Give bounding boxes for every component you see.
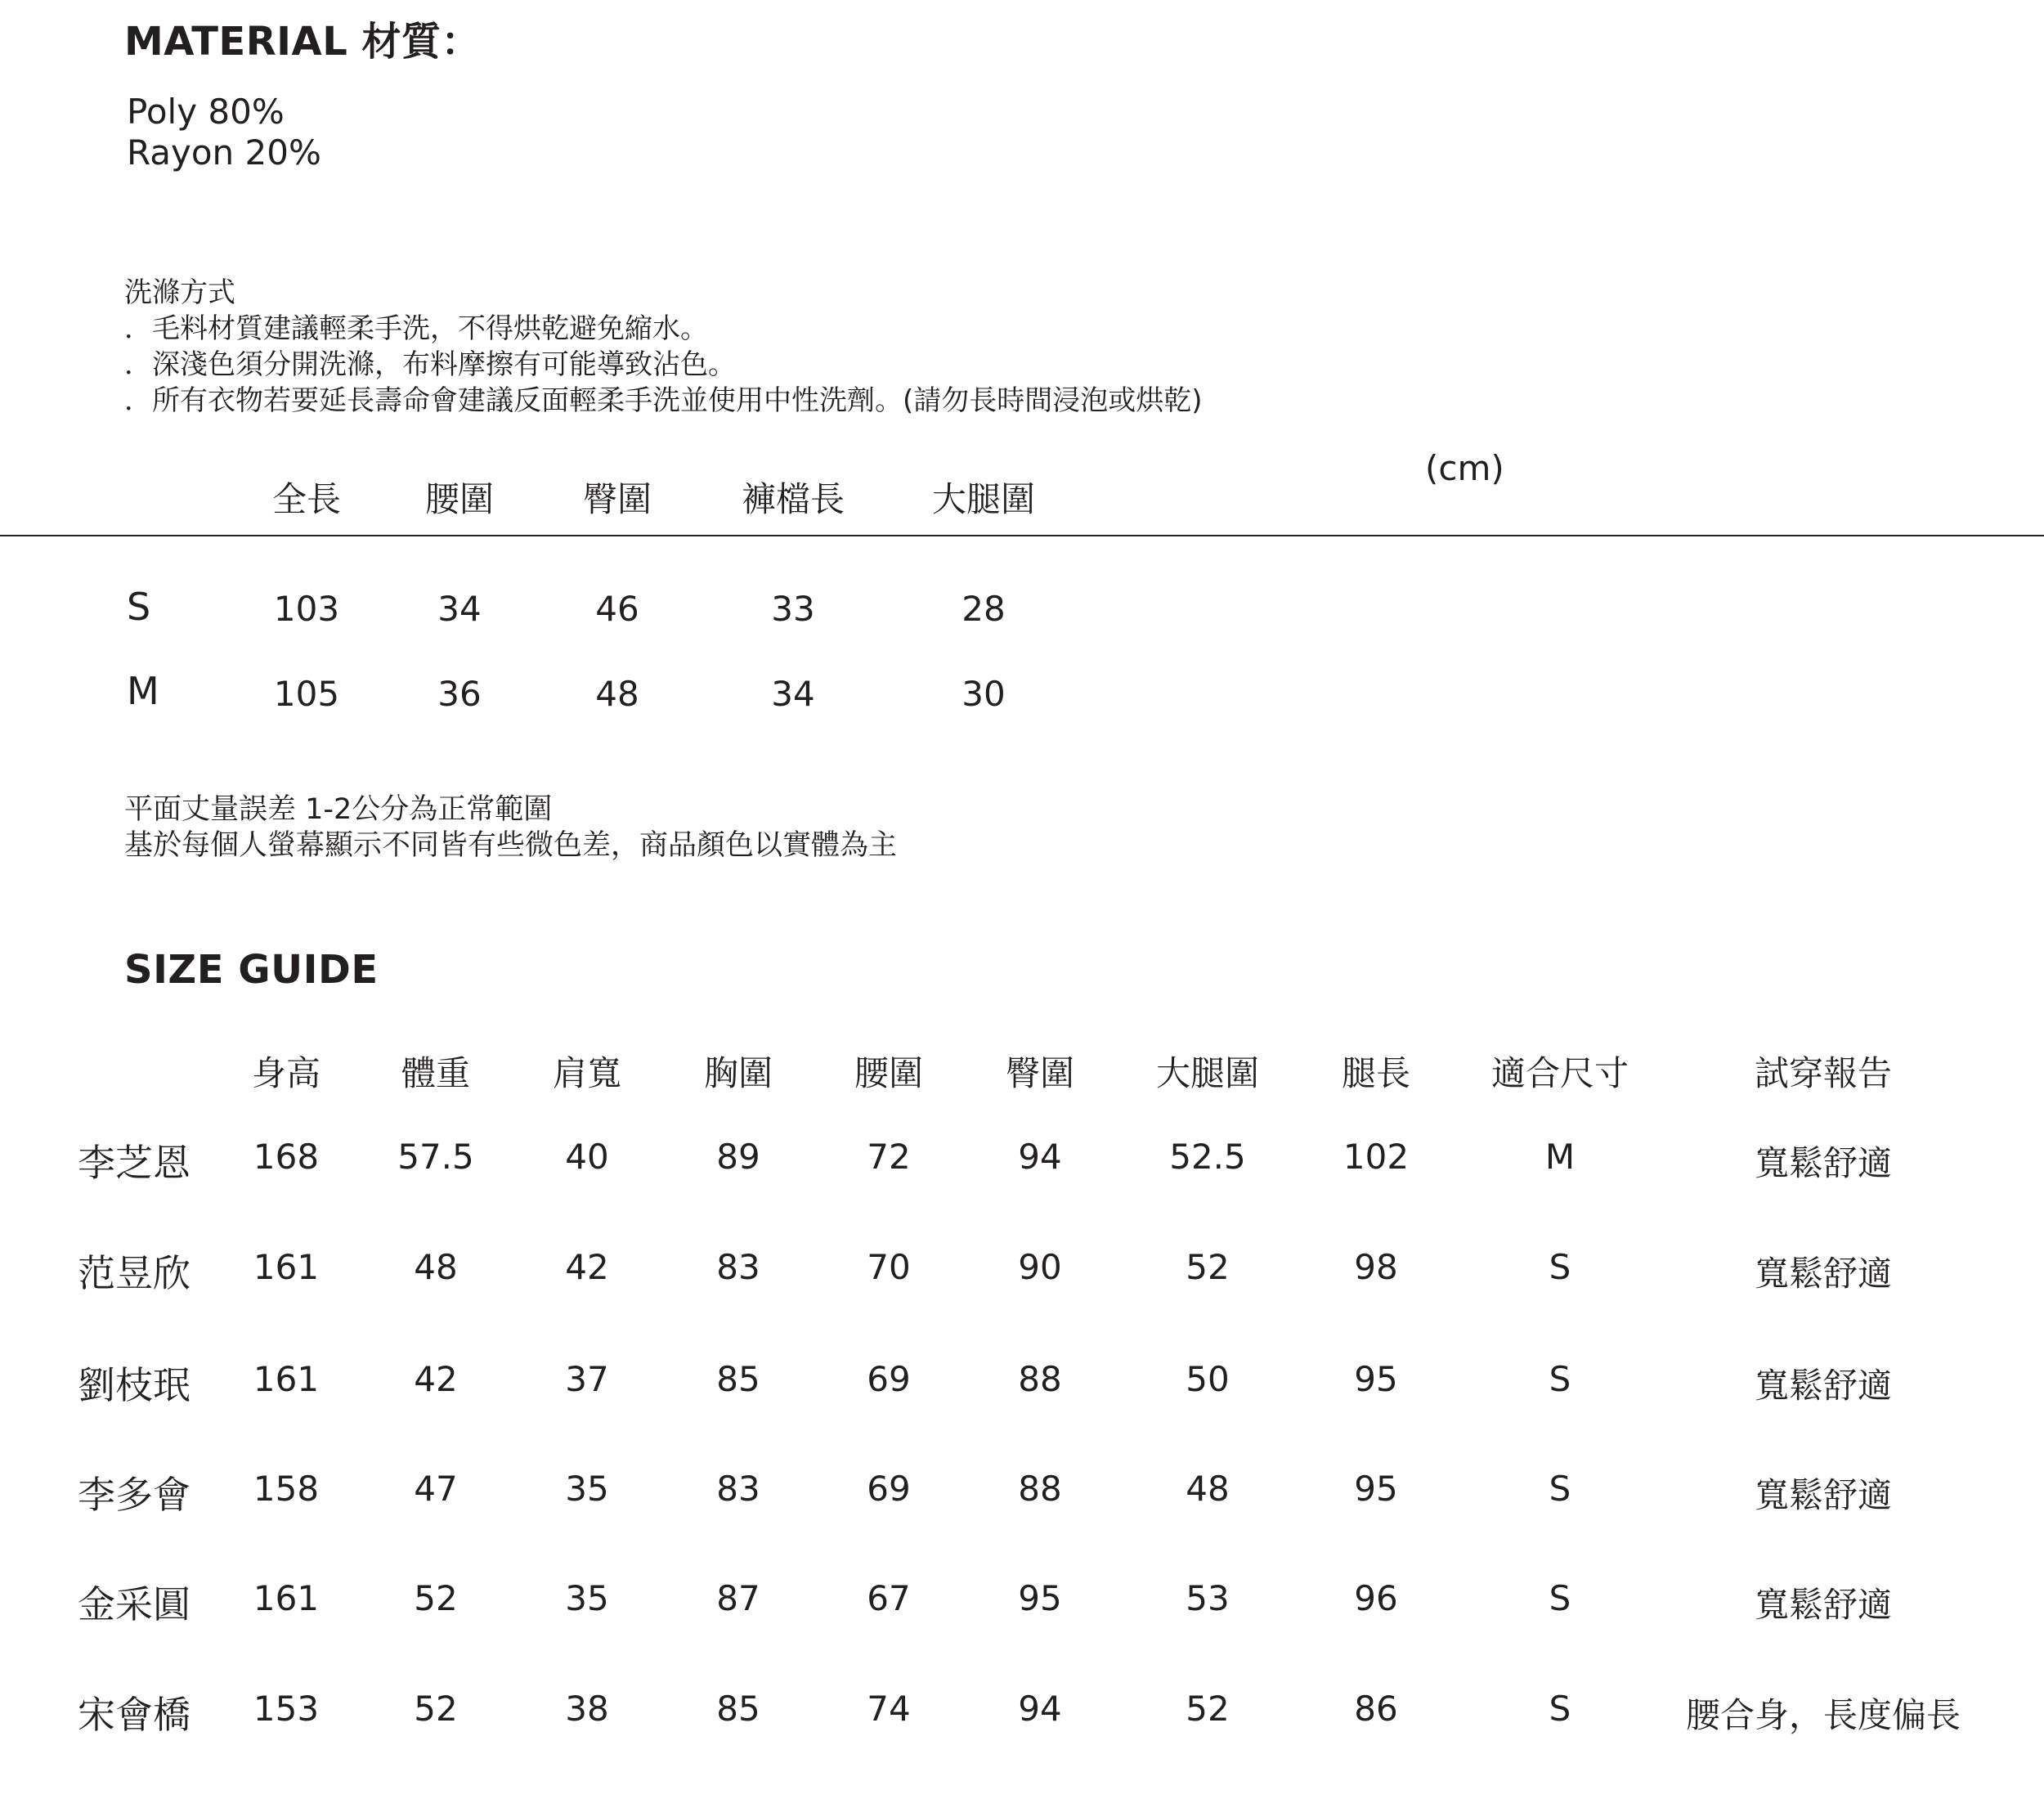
guide-cell-hip: 88 <box>1018 1469 1062 1509</box>
guide-cell-shoulder: 42 <box>565 1247 609 1287</box>
guide-cell-height: 153 <box>253 1689 320 1729</box>
guide-header-fit-report: 試穿報告 <box>1754 1053 1893 1093</box>
guide-cell-chest: 83 <box>716 1469 760 1509</box>
guide-cell-thigh: 52.5 <box>1169 1137 1246 1177</box>
size-row-s-label: S <box>127 585 151 629</box>
guide-cell-waist: 69 <box>867 1359 911 1399</box>
guide-cell-fit-report: 寬鬆舒適 <box>1754 1143 1893 1183</box>
measurement-note: 平面丈量誤差 1-2公分為正常範圍 <box>124 793 553 826</box>
guide-cell-waist: 74 <box>867 1689 911 1729</box>
guide-header-waist: 腰圍 <box>854 1053 924 1093</box>
guide-cell-weight: 42 <box>414 1359 458 1399</box>
guide-cell-chest: 87 <box>716 1578 760 1618</box>
size-row-m-label: M <box>127 669 159 713</box>
guide-cell-waist: 72 <box>867 1137 911 1177</box>
size-header-waist: 腰圍 <box>424 479 495 519</box>
size-row-m-thigh: 30 <box>961 674 1006 714</box>
washing-line-3: ．所有衣物若要延長壽命會建議反面輕柔手洗並使用中性洗劑。(請勿長時間浸泡或烘乾) <box>124 384 1203 417</box>
guide-cell-leg-length: 96 <box>1354 1578 1398 1618</box>
guide-header-leg-length: 腿長 <box>1341 1053 1411 1093</box>
guide-cell-fit-report: 寬鬆舒適 <box>1754 1585 1893 1625</box>
guide-header-height: 身高 <box>251 1053 321 1093</box>
guide-cell-weight: 48 <box>414 1247 458 1287</box>
guide-cell-height: 161 <box>253 1359 320 1399</box>
size-header-hip: 臀圍 <box>582 479 652 519</box>
guide-cell-fit-report: 寬鬆舒適 <box>1754 1366 1893 1406</box>
guide-row-name: 范昱欣 <box>78 1251 191 1295</box>
guide-cell-thigh: 50 <box>1186 1359 1230 1399</box>
guide-cell-fit-size: M <box>1544 1137 1576 1177</box>
washing-title: 洗滌方式 <box>124 276 235 309</box>
guide-cell-hip: 95 <box>1018 1578 1062 1618</box>
size-row-s-rise: 33 <box>771 589 815 629</box>
material-line-poly: Poly 80% <box>127 92 285 132</box>
guide-cell-height: 158 <box>253 1469 320 1509</box>
washing-line-1: ．毛料材質建議輕柔手洗，不得烘乾避免縮水。 <box>124 312 708 345</box>
guide-cell-shoulder: 38 <box>565 1689 609 1729</box>
guide-cell-fit-report: 寬鬆舒適 <box>1754 1254 1893 1294</box>
guide-header-weight: 體重 <box>401 1053 471 1093</box>
guide-cell-thigh: 48 <box>1186 1469 1230 1509</box>
guide-cell-fit-size: S <box>1549 1247 1571 1287</box>
guide-cell-height: 168 <box>253 1137 320 1177</box>
size-header-length: 全長 <box>271 479 342 519</box>
size-row-m-length: 105 <box>273 674 340 714</box>
guide-cell-shoulder: 35 <box>565 1578 609 1618</box>
guide-cell-hip: 94 <box>1018 1137 1062 1177</box>
size-row-m-hip: 48 <box>595 674 639 714</box>
guide-cell-thigh: 52 <box>1186 1689 1230 1729</box>
guide-cell-leg-length: 95 <box>1354 1359 1398 1399</box>
guide-cell-waist: 69 <box>867 1469 911 1509</box>
guide-cell-thigh: 53 <box>1186 1578 1230 1618</box>
guide-row-name: 金采圓 <box>78 1582 191 1626</box>
washing-line-2: ．深淺色須分開洗滌，布料摩擦有可能導致沾色。 <box>124 348 736 381</box>
guide-header-fit-size: 適合尺寸 <box>1490 1053 1629 1093</box>
guide-header-chest: 胸圍 <box>703 1053 773 1093</box>
guide-cell-weight: 57.5 <box>397 1137 474 1177</box>
size-row-s-waist: 34 <box>437 589 482 629</box>
size-row-s-hip: 46 <box>595 589 639 629</box>
size-table-divider <box>0 535 2044 536</box>
guide-cell-shoulder: 40 <box>565 1137 609 1177</box>
guide-row-name: 李多會 <box>78 1473 191 1517</box>
guide-cell-fit-size: S <box>1549 1578 1571 1618</box>
guide-cell-chest: 89 <box>716 1137 760 1177</box>
guide-cell-fit-size: S <box>1549 1469 1571 1509</box>
size-row-s-thigh: 28 <box>961 589 1006 629</box>
guide-cell-leg-length: 102 <box>1342 1137 1410 1177</box>
size-row-m-waist: 36 <box>437 674 482 714</box>
guide-cell-fit-report: 腰合身，長度偏長 <box>1685 1695 1961 1735</box>
guide-cell-shoulder: 37 <box>565 1359 609 1399</box>
guide-row-name: 宋會橋 <box>78 1693 191 1737</box>
guide-cell-height: 161 <box>253 1247 320 1287</box>
guide-cell-waist: 70 <box>867 1247 911 1287</box>
guide-cell-waist: 67 <box>867 1578 911 1618</box>
guide-cell-hip: 88 <box>1018 1359 1062 1399</box>
guide-row-name: 李芝恩 <box>78 1141 191 1185</box>
guide-cell-chest: 83 <box>716 1247 760 1287</box>
guide-cell-weight: 52 <box>414 1578 458 1618</box>
guide-cell-thigh: 52 <box>1186 1247 1230 1287</box>
guide-cell-weight: 47 <box>414 1469 458 1509</box>
guide-header-thigh: 大腿圍 <box>1155 1053 1260 1093</box>
color-note: 基於每個人螢幕顯示不同皆有些微色差，商品顏色以實體為主 <box>124 829 898 862</box>
guide-cell-chest: 85 <box>716 1359 760 1399</box>
size-row-m-rise: 34 <box>771 674 815 714</box>
guide-cell-chest: 85 <box>716 1689 760 1729</box>
guide-cell-leg-length: 95 <box>1354 1469 1398 1509</box>
guide-cell-leg-length: 98 <box>1354 1247 1398 1287</box>
guide-cell-shoulder: 35 <box>565 1469 609 1509</box>
size-row-s-length: 103 <box>273 589 340 629</box>
size-unit-label: (cm) <box>1425 448 1504 488</box>
guide-cell-fit-report: 寬鬆舒適 <box>1754 1475 1893 1515</box>
guide-cell-weight: 52 <box>414 1689 458 1729</box>
material-line-rayon: Rayon 20% <box>127 132 321 173</box>
guide-cell-height: 161 <box>253 1578 320 1618</box>
guide-cell-hip: 90 <box>1018 1247 1062 1287</box>
guide-row-name: 劉枝珉 <box>78 1363 191 1407</box>
guide-cell-fit-size: S <box>1549 1689 1571 1729</box>
guide-cell-leg-length: 86 <box>1354 1689 1398 1729</box>
guide-header-hip: 臀圍 <box>1005 1053 1075 1093</box>
size-guide-heading: SIZE GUIDE <box>124 947 379 993</box>
guide-header-shoulder: 肩寬 <box>552 1053 622 1093</box>
size-header-thigh: 大腿圍 <box>931 479 1036 519</box>
guide-cell-hip: 94 <box>1018 1689 1062 1729</box>
guide-cell-fit-size: S <box>1549 1359 1571 1399</box>
size-header-rise: 褲檔長 <box>741 479 845 519</box>
material-heading: MATERIAL 材質： <box>124 19 481 65</box>
